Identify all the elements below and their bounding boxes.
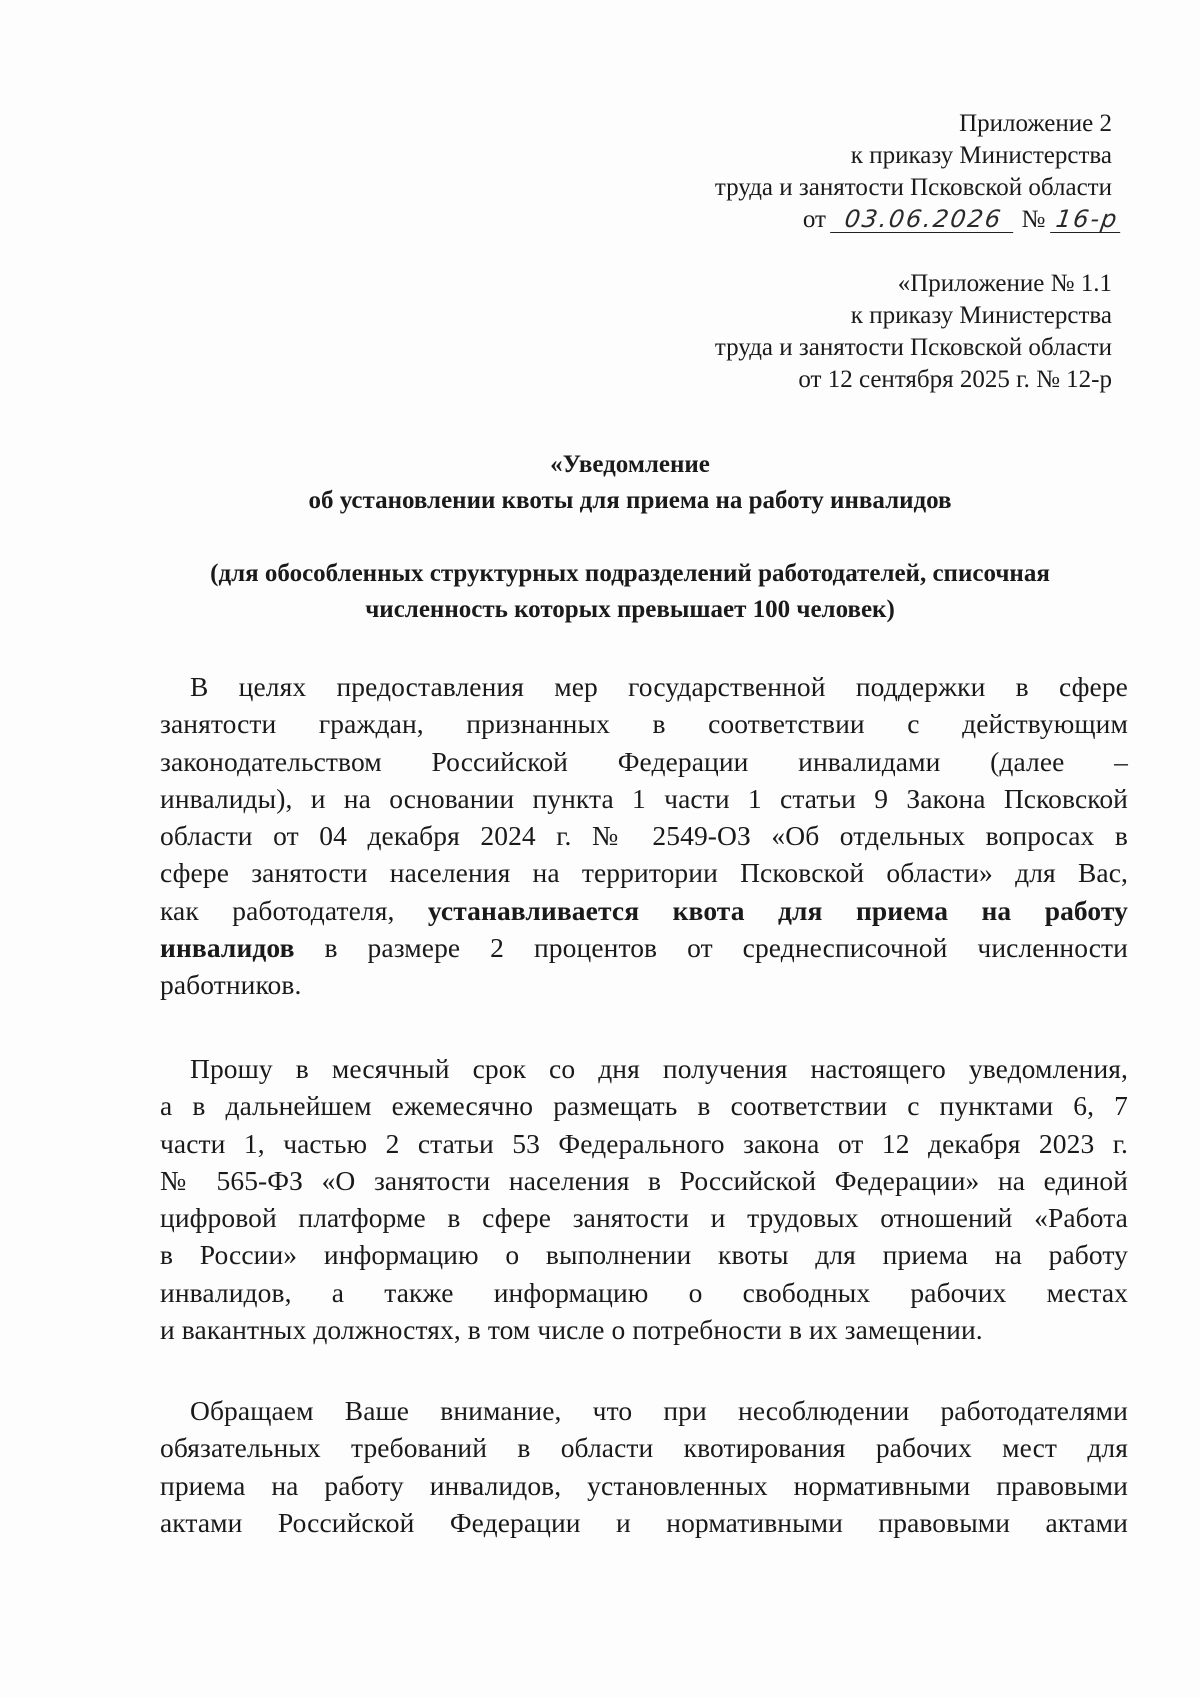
- paragraph-line: приема на работу инвалидов, установленных нормативными правовыми: [160, 1469, 1128, 1501]
- date-prefix: от: [802, 206, 826, 233]
- paragraph-line: сфере занятости населения на территории Псковской области» для Вас,: [160, 857, 1128, 889]
- paragraph-line: в России» информацию о выполнении квоты для приема на работу: [160, 1239, 1128, 1271]
- appendix-2-ministry: труда и занятости Псковской области: [714, 174, 1112, 201]
- handwritten-number: 16-р: [1050, 206, 1124, 233]
- appendix-1-1-header: [552, 268, 1112, 396]
- paragraph-line: области от 04 декабря 2024 г. № 2549-ОЗ «Об отдельных вопросах в: [160, 820, 1128, 852]
- paragraph-line-mixed: [160, 892, 1128, 929]
- notice-subtitle: [130, 556, 1130, 628]
- paragraph-line: а в дальнейшем ежемесячно размещать в соответствии с пунктами 6, 7: [160, 1090, 1128, 1122]
- paragraph-3: [160, 1392, 1128, 1541]
- paragraph-line: работников.: [160, 969, 302, 1001]
- paragraph-line: № 565-ФЗ «О занятости населения в Российской Федерации» на единой: [160, 1164, 1128, 1196]
- quota-emphasis: устанавливается квота для приема на работу: [427, 894, 1129, 926]
- notice-subtitle-line-1: (для обособленных структурных подразделений работодателей, списочная: [210, 560, 1050, 587]
- handwritten-date: 03.06.2026: [830, 206, 1017, 233]
- appendix-1-1-ministry: труда и занятости Псковской области: [714, 334, 1112, 361]
- paragraph-line: Прошу в месячный срок со дня получения настоящего уведомления,: [190, 1053, 1128, 1084]
- appendix-1-1-order-ref: к приказу Министерства: [850, 302, 1112, 329]
- appendix-1-1-title: «Приложение № 1.1: [897, 270, 1112, 297]
- notice-subtitle-line-2: численность которых превышает 100 человек): [365, 596, 895, 623]
- appendix-2-title: Приложение 2: [959, 110, 1112, 137]
- paragraph-line: Обращаем Ваше внимание, что при несоблюдении работодателями: [190, 1395, 1128, 1426]
- appendix-2-order-ref: к приказу Министерства: [850, 142, 1112, 169]
- paragraph-line: занятости граждан, признанных в соответствии с действующим: [160, 708, 1128, 740]
- paragraph-text: как работодателя,: [160, 894, 395, 926]
- paragraph-line: В целях предоставления мер государственной поддержки в сфере: [190, 671, 1128, 702]
- appendix-2-date-line: [552, 204, 1121, 236]
- paragraph-line: и вакантных должностях, в том числе о потребности в их замещении.: [160, 1314, 983, 1346]
- notice-title: [130, 447, 1130, 519]
- appendix-2-header: [552, 108, 1121, 236]
- notice-title-line-2: об установлении квоты для приема на работу инвалидов: [308, 487, 952, 514]
- paragraph-text: в размере 2 процентов от среднесписочной численности: [324, 932, 1128, 964]
- notice-title-line-1: «Уведомление: [550, 451, 710, 478]
- paragraph-line: инвалидов, а также информацию о свободных рабочих местах: [160, 1276, 1128, 1308]
- paragraph-line: цифровой платформе в сфере занятости и трудовых отношений «Работа: [160, 1202, 1128, 1234]
- number-sign: №: [1021, 206, 1046, 233]
- paragraph-line: актами Российской Федерации и нормативными правовыми актами: [160, 1506, 1128, 1538]
- appendix-1-1-date: от 12 сентября 2025 г. № 12-р: [798, 366, 1112, 393]
- paragraph-1: [160, 668, 1128, 1004]
- paragraph-2: [160, 1050, 1128, 1348]
- paragraph-line: законодательством Российской Федерации инвалидами (далее –: [160, 745, 1128, 777]
- paragraph-line: обязательных требований в области квотирования рабочих мест для: [160, 1432, 1128, 1464]
- paragraph-line-mixed: [160, 929, 1128, 966]
- paragraph-line: части 1, частью 2 статьи 53 Федерального закона от 12 декабря 2023 г.: [160, 1127, 1128, 1159]
- quota-emphasis-end: инвалидов: [160, 932, 295, 964]
- paragraph-line: инвалиды), и на основании пункта 1 части 1 статьи 9 Закона Псковской: [160, 782, 1128, 814]
